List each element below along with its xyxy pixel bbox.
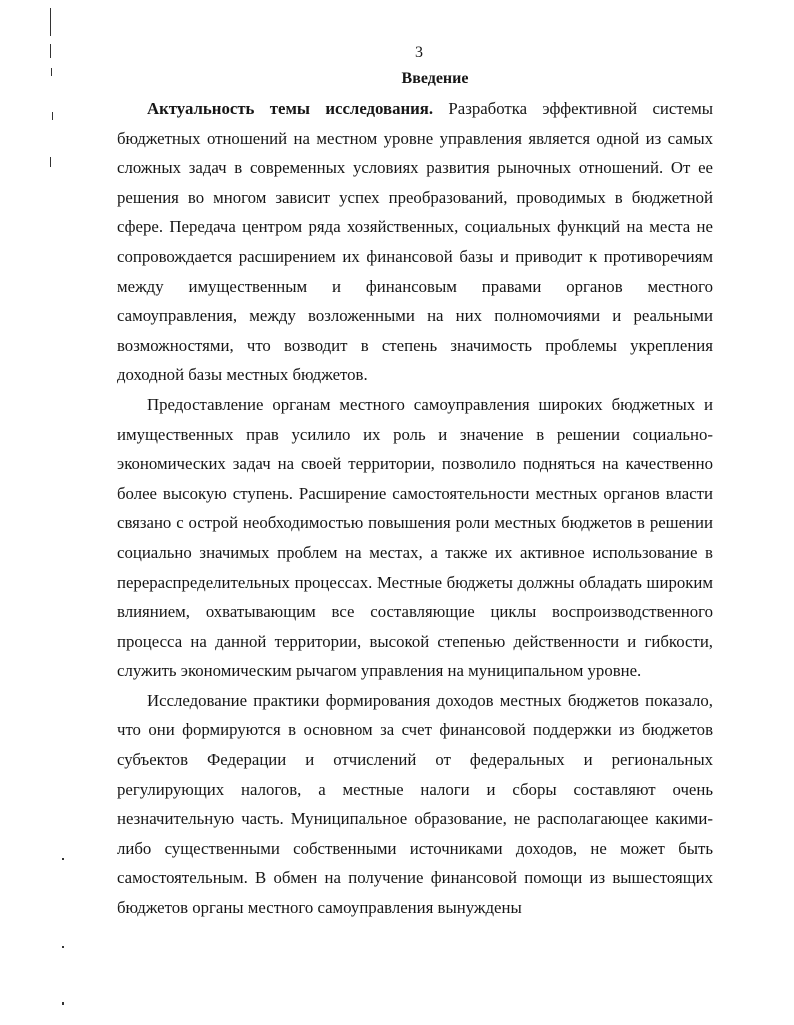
scan-artifact xyxy=(50,8,51,36)
scan-artifact xyxy=(62,1002,64,1005)
scan-artifact xyxy=(62,858,64,860)
paragraph xyxy=(117,390,713,686)
scan-artifact xyxy=(62,946,64,948)
paragraph-lead: Актуальность темы исследования. xyxy=(147,99,434,118)
scan-artifact xyxy=(52,112,53,120)
paragraph-text: Исследование практики формирования доходов местных бюджетов показало, что они формируются в основном за счет финансовой поддержки из бюджетов субъектов Федерации и отчислений от федеральных и региональных регулирующих налогов, а местные налоги и сборы составляют очень незначительную часть. Муниципальное образование, не располагающее какими-либо существенными собственными источниками доходов, не может быть самостоятельным. В обмен на получение финансовой помощи из вышестоящих бюджетов органы местного самоуправления вынуждены xyxy=(117,690,713,918)
page-title: Введение xyxy=(401,70,469,87)
paragraph-text: Предоставление органам местного самоуправления широких бюджетных и имущественных прав усилило их роль и значение в решении социально-экономических задач на своей территории, позволило подняться на качественно более высокую ступень. Расширение самостоятельности местных органов власти связано с острой необходимостью повышения роли местных бюджетов в решении социально значимых проблем на местах, а также их активное использование в перераспределительных процессах. Местные бюджеты должны обладать широким влиянием, охватывающим все составляющие циклы воспроизводственного процесса на данной территории, высокой степенью действенности и гибкости, служить экономическим рычагом управления на муниципальном уровне. xyxy=(117,394,713,681)
scan-artifact xyxy=(50,44,51,58)
document-body xyxy=(117,94,713,923)
paragraph-text: Разработка эффективной системы бюджетных отношений на местном уровне управления является одной из самых сложных задач в современных условиях развития рыночных отношений. От ее решения во многом зависит успех преобразований, проводимых в бюджетной сфере. Передача центром ряда хозяйственных, социальных функций на места не сопровождается расширением их финансовой базы и приводит к противоречиям между имущественным и финансовым правами органов местного самоуправления, между возложенными на них полномочиями и реальными возможностями, что возводит в степень значимость проблемы укрепления доходной базы местных бюджетов. xyxy=(117,99,714,385)
page-number: 3 xyxy=(415,44,423,61)
paragraph xyxy=(117,94,713,390)
paragraph xyxy=(117,686,713,923)
scan-artifact xyxy=(50,157,51,167)
